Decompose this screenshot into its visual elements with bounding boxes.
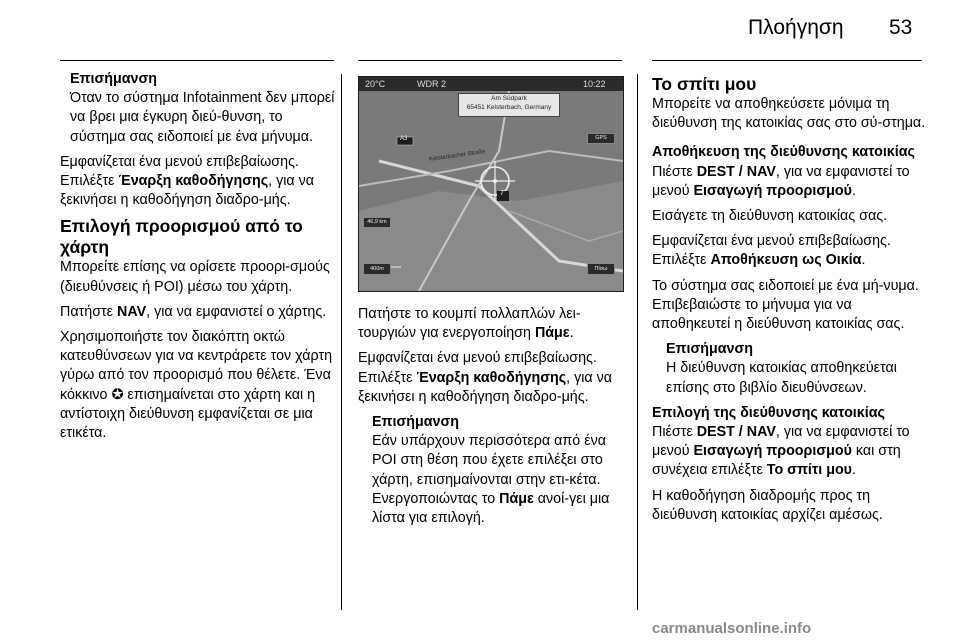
paragraph: Μπορείτε να αποθηκεύσετε μόνιμα τη διεύθυνση της κατοικίας σας στο σύ-στημα.	[652, 96, 926, 132]
subsection-heading: Επιλογή της διεύθυνσης κατοικίας	[652, 404, 885, 421]
radio-station: WDR 2	[417, 79, 446, 89]
text: , για να εμφανιστεί ο χάρτης.	[146, 303, 327, 320]
temperature: 20°C	[365, 79, 386, 89]
navigation-screenshot	[358, 76, 624, 292]
header-rule-left	[60, 60, 334, 61]
note-block	[666, 340, 927, 398]
note-text: Όταν το σύστημα Infotainment δεν μπορεί να βρει μια έγκυρη διεύ-θυνση, το σύστημα σας ειδοποιεί με ένα μήνυμα.	[70, 90, 335, 145]
subsection-heading: Αποθήκευση της διεύθυνσης κατοικίας	[652, 144, 915, 161]
header-rule-right	[652, 60, 922, 61]
text: Εμφανίζεται ένα μενού επιβεβαίωσης. Επιλέξτε	[652, 233, 891, 269]
bold-text: Έναρξη καθοδήγησης	[118, 173, 269, 190]
text: .	[852, 462, 856, 479]
paragraph: Χρησιμοποιήστε τον διακόπτη οκτώ κατευθύνσεων για να κεντράρετε τον χάρτη γύρω από τον προορισμό που θέλετε. Ένα κόκκινο ✪ επισημαίνεται στο χάρτη και η αντίστοιχη διεύθυνση εμφανίζεται σε μια ετικέτα.	[60, 329, 333, 442]
back-button[interactable]: Πίσω	[587, 263, 615, 275]
text: Πιέστε	[652, 424, 697, 441]
paragraph	[652, 232, 927, 270]
marker-number: 7	[500, 190, 504, 197]
column-left	[60, 70, 335, 449]
bold-text: NAV	[117, 303, 147, 320]
text: , για να εμφανιστεί το μενού	[652, 424, 910, 460]
note-block	[372, 413, 628, 528]
text: Πατήστε	[60, 303, 118, 320]
text: Εμφανίζεται ένα μενού επιβεβαίωσης. Επιλέξτε	[60, 153, 299, 190]
text: .	[861, 252, 866, 269]
paragraph: Η καθοδήγηση διαδρομής προς τη διεύθυνση κατοικίας αρχίζει αμέσως.	[652, 487, 883, 523]
text: Πιέστε	[652, 163, 697, 180]
paragraph: Εισάγετε τη διεύθυνση κατοικίας σας.	[652, 208, 888, 225]
bold-text: Έναρξη καθοδήγησης	[416, 369, 567, 386]
column-divider-1	[341, 74, 342, 610]
bold-text: DEST / NAV	[696, 424, 776, 441]
bold-text: Εισαγωγή προορισμού	[693, 443, 852, 460]
address-tag	[458, 93, 560, 117]
bold-text: DEST / NAV	[696, 163, 776, 180]
page-number: 53	[889, 16, 913, 39]
gps-button[interactable]: GPS	[587, 133, 615, 144]
distance-indicator: 400m	[363, 263, 391, 275]
text: Πατήστε το κουμπί πολλαπλών λει-τουργιών για ενεργοποίηση	[358, 306, 581, 342]
bold-text: Αποθήκευση ως Οικία	[710, 252, 862, 269]
text: , για να ξεκινήσει η καθοδήγηση διαδρο-μής.	[60, 173, 315, 209]
exit-label: A3	[400, 136, 408, 142]
section-heading: Το σπίτι μου	[652, 74, 757, 94]
paragraph	[358, 305, 628, 343]
paragraph	[652, 423, 927, 481]
text: , για να ξεκινήσει η καθοδήγηση διαδρο-μής.	[358, 369, 613, 405]
bold-text: Πάμε	[499, 490, 534, 507]
note-text	[372, 432, 628, 528]
text: Εάν υπάρχουν περισσότερα από ένα POI στη θέση που έχετε επιλέξει στο χάρτη, επισημαίνονται στην ετι-κέτα. Ενεργοποιώντας το	[372, 433, 606, 507]
scale-indicator: 46,9 km	[363, 217, 391, 228]
header-rule-mid	[358, 60, 622, 61]
tag-line-2: 65451 Kelsterbach, Germany	[466, 104, 552, 111]
map-graphic	[359, 91, 623, 291]
column-middle	[358, 305, 628, 534]
paragraph	[652, 163, 927, 201]
column-right	[652, 74, 927, 531]
road-label: Kelsterbacher Straße	[428, 149, 486, 163]
paragraph	[60, 303, 335, 322]
note-title: Επισήμανση	[666, 341, 753, 358]
paragraph: Μπορείτε επίσης να ορίσετε προορι-σμούς (διευθύνσεις ή POI) μέσω του χάρτη.	[60, 259, 330, 295]
paragraph: Το σύστημα σας ειδοποιεί με ένα μή-νυμα. Επιβεβαιώστε το μήνυμα για να αποθηκευτεί η διεύθυνση κατοικίας σας.	[652, 277, 919, 333]
column-divider-2	[637, 74, 638, 610]
text: ανοί-γει μια λίστα για επιλογή.	[372, 490, 610, 527]
map-area	[359, 91, 623, 291]
clock: 10:22	[583, 79, 606, 89]
bold-text: Το σπίτι μου	[766, 462, 852, 479]
section-heading: Επιλογή προορισμού από το χάρτη	[60, 216, 303, 258]
text: , για να εμφανιστεί το μενού	[652, 163, 910, 199]
bold-text: Εισαγωγή προορισμού	[693, 182, 852, 199]
watermark: carmanualsonline.info	[652, 620, 812, 637]
paragraph	[60, 153, 335, 211]
text: Εμφανίζεται ένα μενού επιβεβαίωσης. Επιλέξτε	[358, 350, 597, 386]
status-bar	[359, 77, 623, 91]
text: .	[569, 325, 574, 342]
bold-text: Πάμε	[534, 325, 570, 342]
paragraph	[358, 349, 628, 407]
note-text: Η διεύθυνση κατοικίας αποθηκεύεται επίσης στο βιβλίο διευθύνσεων.	[666, 360, 897, 396]
tag-line-1: Am Südpark	[491, 95, 527, 102]
page-header-title: Πλοήγηση	[748, 16, 844, 39]
text: και στη συνέχεια επιλέξτε	[652, 443, 901, 479]
note-block	[70, 70, 335, 147]
text: .	[851, 182, 856, 199]
note-title: Επισήμανση	[372, 414, 459, 431]
note-title: Επισήμανση	[70, 71, 157, 87]
